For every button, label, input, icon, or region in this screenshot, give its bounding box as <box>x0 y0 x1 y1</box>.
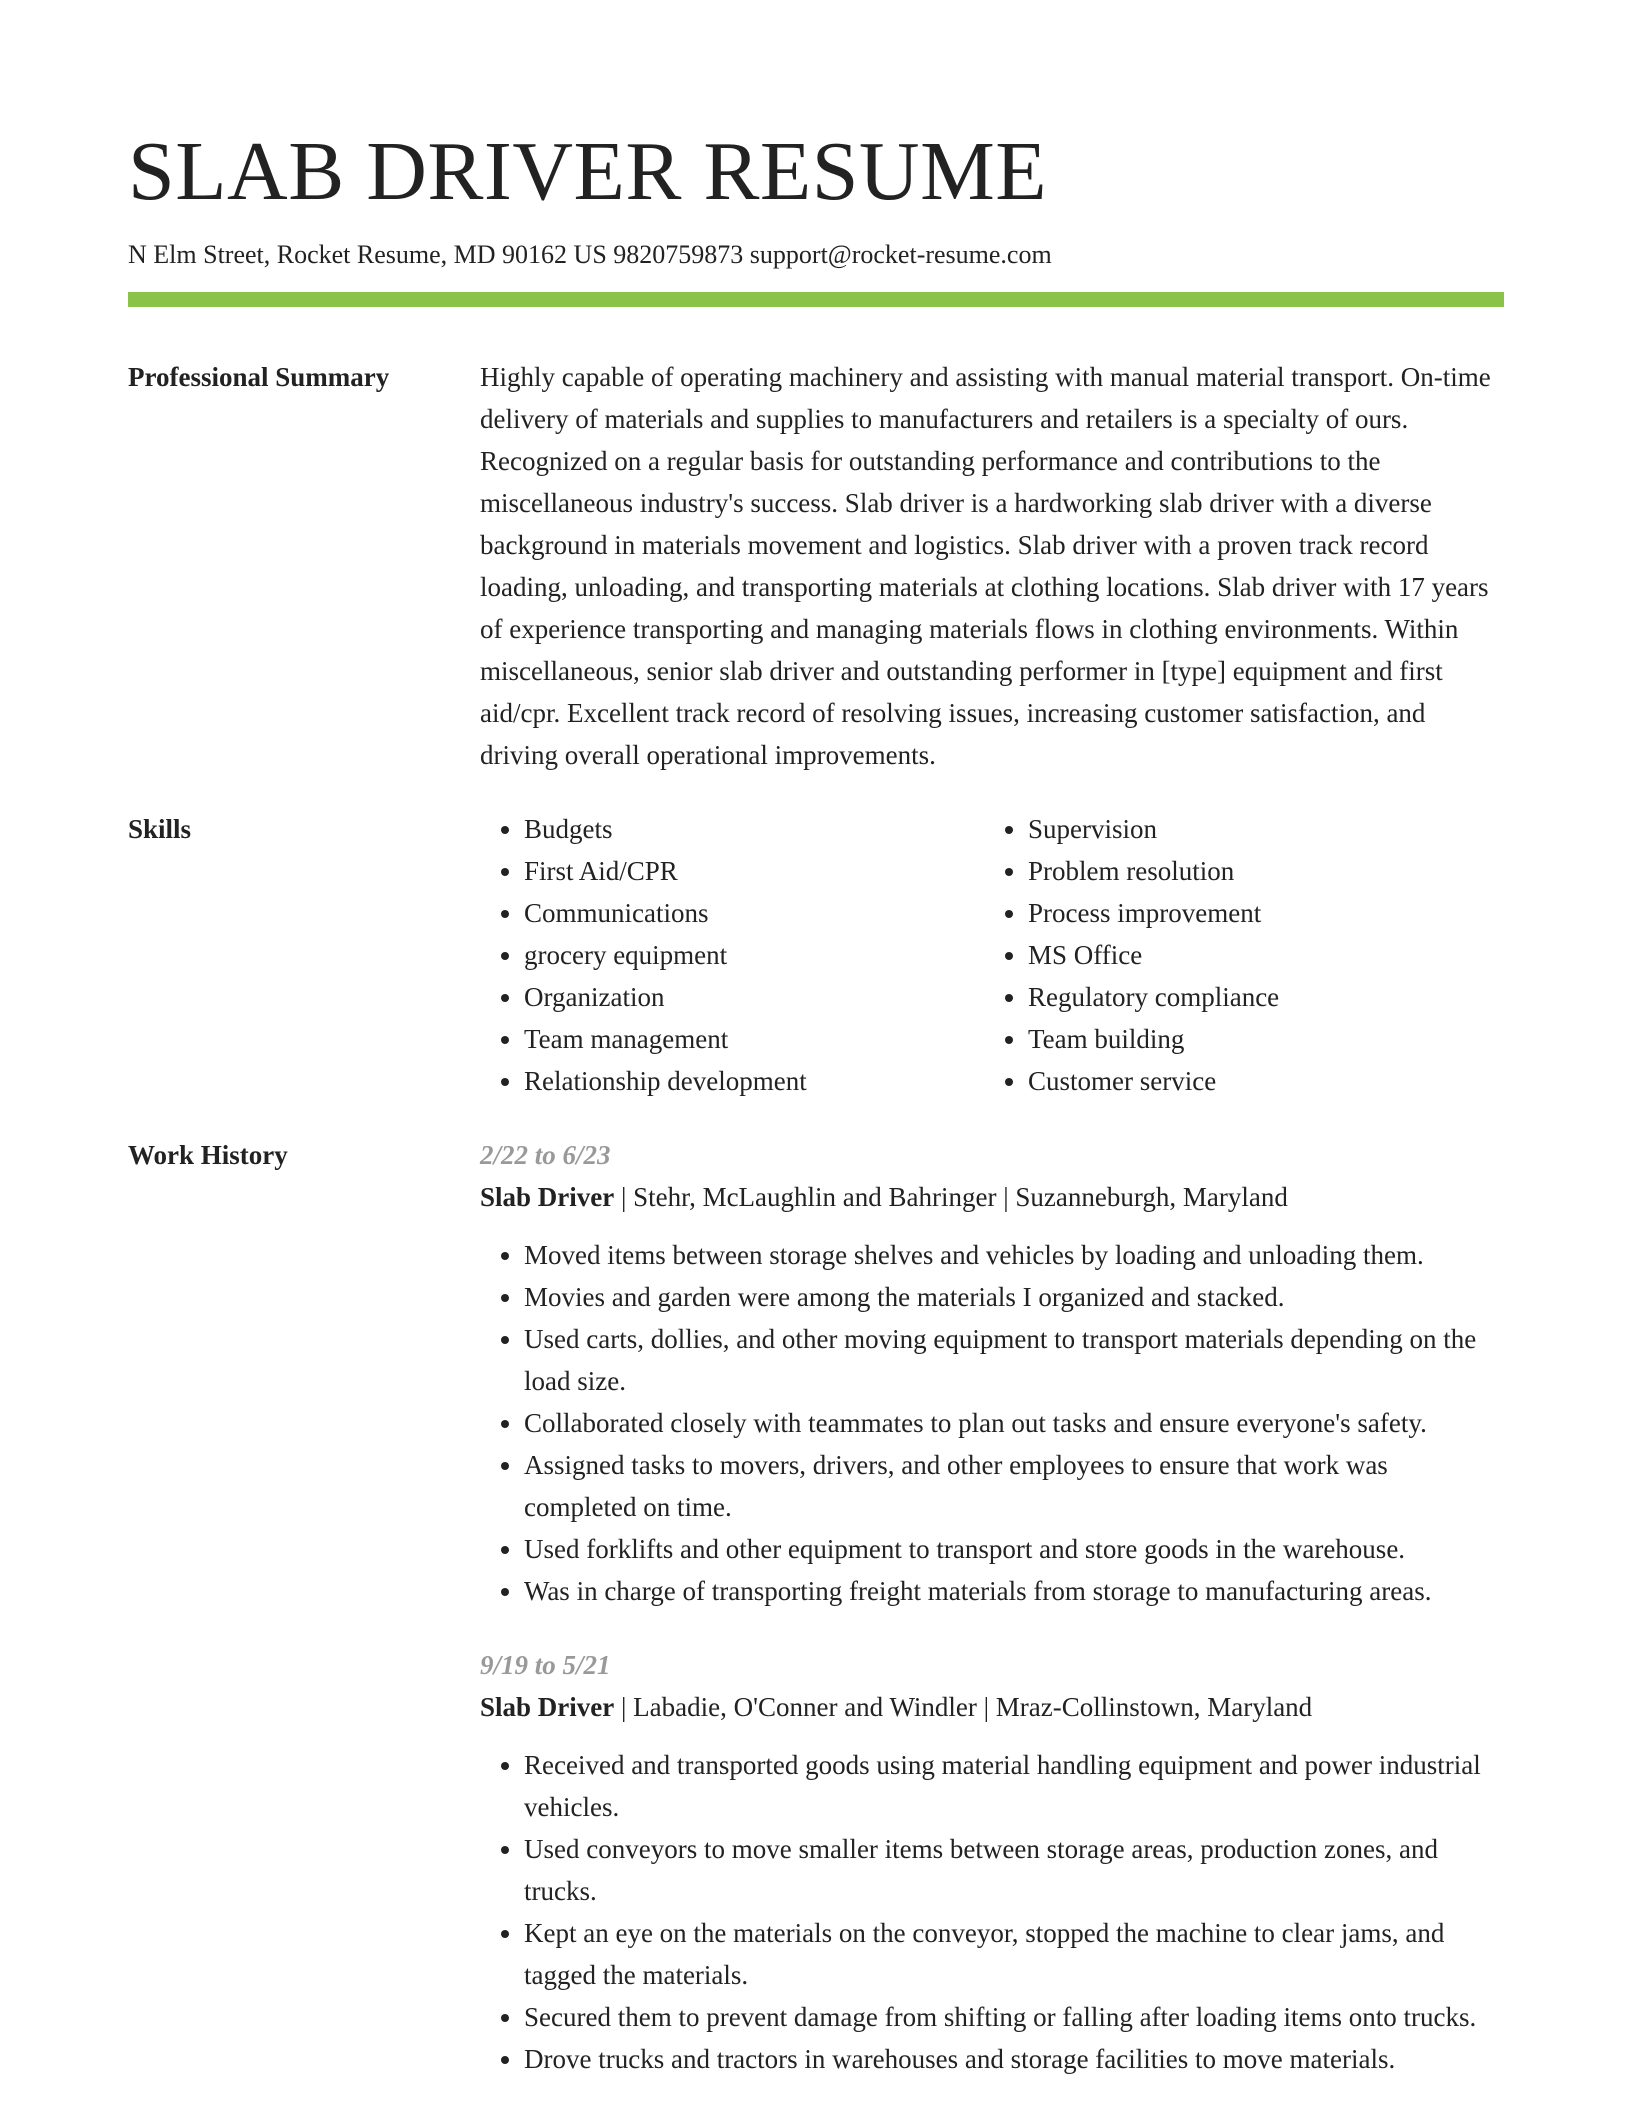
skill-item: • MS Office <box>1028 934 1488 976</box>
job-bullet: • Received and transported goods using material handling equipment and power industrial vehicles. <box>524 1744 1504 1828</box>
job-dates: 9/19 to 5/21 <box>480 1650 611 1680</box>
job-bullet: • Kept an eye on the materials on the conveyor, stopped the machine to clear jams, and tagged the materials. <box>524 1912 1504 1996</box>
job-heading <box>480 1686 1504 1728</box>
resume-title: SLAB DRIVER RESUME <box>128 125 1048 218</box>
job-bullet: • Was in charge of transporting freight materials from storage to manufacturing areas. <box>524 1570 1504 1612</box>
skill-item: • Organization <box>524 976 984 1018</box>
job-title: Slab Driver <box>480 1182 615 1212</box>
summary-section <box>128 356 1504 776</box>
summary-heading: Professional Summary <box>128 362 390 392</box>
skills-column-right <box>984 808 1488 1102</box>
skills-heading: Skills <box>128 814 192 844</box>
job-bullet: • Secured them to prevent damage from shifting or falling after loading items onto trucks. <box>524 1996 1504 2038</box>
skill-item: • Customer service <box>1028 1060 1488 1102</box>
resume-page <box>128 0 1504 2080</box>
work-history-heading: Work History <box>128 1140 288 1170</box>
job-bullets <box>480 1744 1504 2080</box>
skill-item: • Team management <box>524 1018 984 1060</box>
contact-line: N Elm Street, Rocket Resume, MD 90162 US 9820759873 support@rocket-resume.com <box>128 240 1052 269</box>
skill-item: • Team building <box>1028 1018 1488 1060</box>
skill-item: • Relationship development <box>524 1060 984 1102</box>
work-history-list <box>480 1134 1504 2080</box>
skills-section <box>128 808 1504 1102</box>
job-entry <box>480 1644 1504 2080</box>
job-title: Slab Driver <box>480 1692 615 1722</box>
work-history-section <box>128 1134 1504 2080</box>
job-bullet: • Movies and garden were among the materials I organized and stacked. <box>524 1276 1504 1318</box>
job-bullet: • Assigned tasks to movers, drivers, and other employees to ensure that work was completed on time. <box>524 1444 1504 1528</box>
job-bullet: • Moved items between storage shelves and vehicles by loading and unloading them. <box>524 1234 1504 1276</box>
job-bullet: • Used conveyors to move smaller items between storage areas, production zones, and trucks. <box>524 1828 1504 1912</box>
skill-item: • Problem resolution <box>1028 850 1488 892</box>
job-entry <box>480 1134 1504 1612</box>
skill-item: • Process improvement <box>1028 892 1488 934</box>
job-bullets <box>480 1234 1504 1612</box>
skill-item: • Communications <box>524 892 984 934</box>
skill-item: • Budgets <box>524 808 984 850</box>
job-bullet: • Used forklifts and other equipment to transport and store goods in the warehouse. <box>524 1528 1504 1570</box>
job-bullet: • Drove trucks and tractors in warehouses and storage facilities to move materials. <box>524 2038 1504 2080</box>
job-employer-location: | Stehr, McLaughlin and Bahringer | Suzanneburgh, Maryland <box>614 1182 1288 1212</box>
job-heading <box>480 1176 1504 1218</box>
skill-item: • First Aid/CPR <box>524 850 984 892</box>
skill-item: • Supervision <box>1028 808 1488 850</box>
skills-column-left <box>480 808 984 1102</box>
skill-item: • Regulatory compliance <box>1028 976 1488 1018</box>
job-employer-location: | Labadie, O'Conner and Windler | Mraz-Collinstown, Maryland <box>614 1692 1313 1722</box>
header-divider <box>128 292 1504 307</box>
skill-item: • grocery equipment <box>524 934 984 976</box>
job-bullet: • Collaborated closely with teammates to plan out tasks and ensure everyone's safety. <box>524 1402 1504 1444</box>
skills-list <box>480 808 1504 1102</box>
job-dates: 2/22 to 6/23 <box>480 1140 611 1170</box>
summary-text: Highly capable of operating machinery and assisting with manual material transport. On-time delivery of materials and supplies to manufacturers and retailers is a specialty of ours. Recognized on a regular basis for outstanding performance and contributions to the miscellaneous industry's success. Slab driver is a hardworking slab driver with a diverse background in materials movement and logistics. Slab driver with a proven track record loading, unloading, and transporting materials at clothing locations. Slab driver with 17 years of experience transporting and managing materials flows in clothing environments. Within miscellaneous, senior slab driver and outstanding performer in [type] equipment and first aid/cpr. Excellent track record of resolving issues, increasing customer satisfaction, and driving overall operational improvements. <box>480 362 1491 770</box>
job-bullet: • Used carts, dollies, and other moving equipment to transport materials depending on the load size. <box>524 1318 1504 1402</box>
